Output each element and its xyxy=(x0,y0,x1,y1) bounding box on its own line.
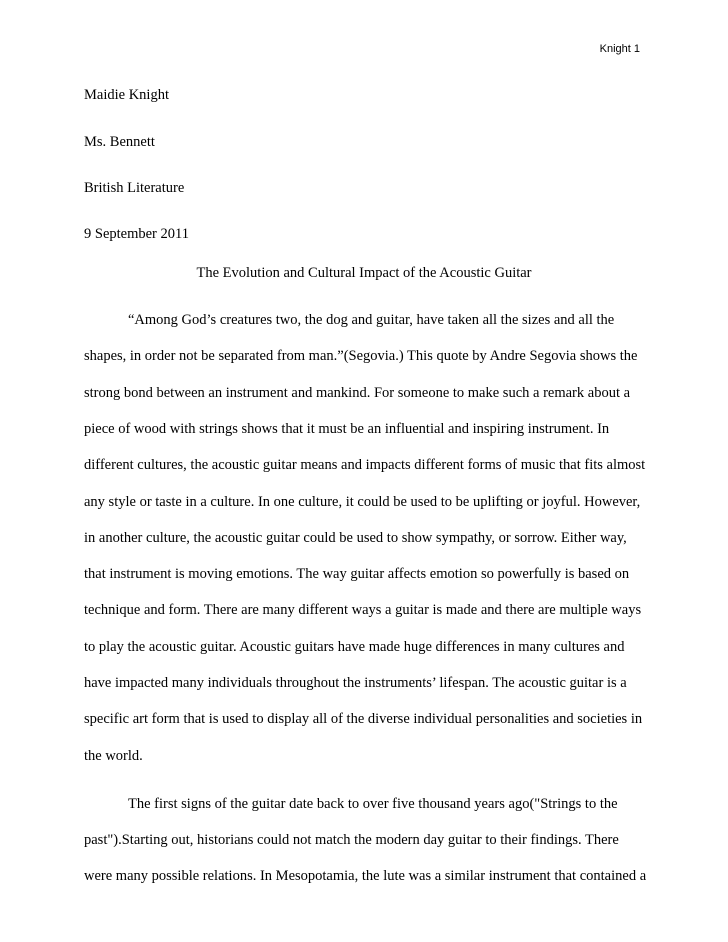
body-line: technique and form. There are many different ways a guitar is made and there are multiple ways xyxy=(84,602,642,618)
paper-title: The Evolution and Cultural Impact of the Acoustic Guitar xyxy=(196,265,532,281)
body-line: the world. xyxy=(84,748,143,764)
body-line: strong bond between an instrument and mankind. For someone to make such a remark about a xyxy=(84,385,631,401)
date: 9 September 2011 xyxy=(84,226,189,242)
body-line: to play the acoustic guitar. Acoustic guitars have made huge differences in many cultures and xyxy=(84,639,625,655)
body-line: The first signs of the guitar date back to over five thousand years ago("Strings to the xyxy=(128,796,618,812)
body-line: have impacted many individuals throughout the instruments’ lifespan. The acoustic guitar is a xyxy=(84,675,627,691)
body-line: “Among God’s creatures two, the dog and guitar, have taken all the sizes and all the xyxy=(128,312,615,328)
running-header: Knight 1 xyxy=(599,43,640,55)
body-line: that instrument is moving emotions. The way guitar affects emotion so powerfully is based on xyxy=(84,566,630,582)
body-line: specific art form that is used to display all of the diverse individual personalities and societies in xyxy=(84,711,643,727)
body-line: were many possible relations. In Mesopotamia, the lute was a similar instrument that contained a xyxy=(84,868,647,884)
course-name: British Literature xyxy=(84,180,185,196)
body-line: different cultures, the acoustic guitar means and impacts different forms of music that fits almost xyxy=(84,457,646,473)
teacher-name: Ms. Bennett xyxy=(84,134,155,150)
body-line: in another culture, the acoustic guitar could be used to show sympathy, or sorrow. Either way, xyxy=(84,530,627,546)
body-line: piece of wood with strings shows that it must be an influential and inspiring instrument. In xyxy=(84,421,610,437)
body-line: past").Starting out, historians could not match the modern day guitar to their findings. There xyxy=(84,832,619,848)
body-line: any style or taste in a culture. In one culture, it could be used to be uplifting or joyful. However, xyxy=(84,494,641,510)
body-line: shapes, in order not be separated from man.”(Segovia.) This quote by Andre Segovia shows the xyxy=(84,348,638,364)
author-name: Maidie Knight xyxy=(84,87,169,103)
